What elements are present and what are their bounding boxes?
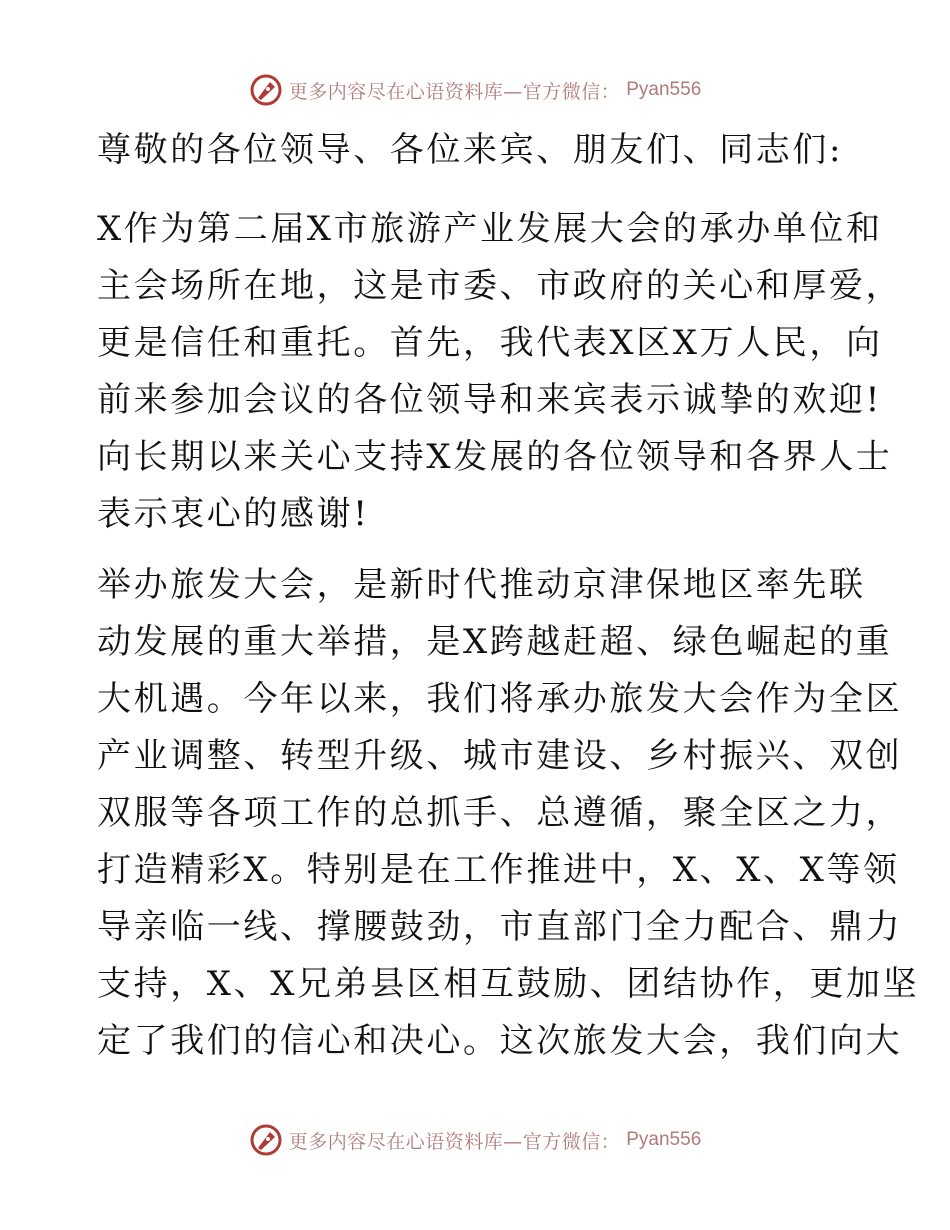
paragraph-line: 举办旅发大会，是新时代推动京津保地区率先联 [97, 565, 866, 605]
watermark-header [0, 70, 950, 110]
paragraph-line: 动发展的重大举措，是X跨越赶超、绿色崛起的重 [97, 622, 893, 662]
pen-nib-circle-icon [249, 73, 283, 107]
watermark-text: 更多内容尽在心语资料库—官方微信： [288, 1130, 621, 1153]
pen-nib-circle-icon [249, 1123, 283, 1157]
watermark-text: 更多内容尽在心语资料库—官方微信： [288, 80, 621, 103]
paragraph-1 [97, 201, 903, 543]
paragraph-line: 定了我们的信心和决心。这次旅发大会，我们向大 [97, 1021, 903, 1061]
paragraph-line: X作为第二届X市旅游产业发展大会的承办单位和 [97, 209, 883, 249]
watermark-wechat-id: Pyan556 [626, 1129, 702, 1150]
paragraph-line: 更是信任和重托。首先，我代表X区X万人民，向 [97, 323, 883, 363]
paragraph-line: 产业调整、转型升级、城市建设、乡村振兴、双创 [97, 736, 903, 776]
greeting-text: 尊敬的各位领导、各位来宾、朋友们、同志们: [97, 130, 844, 170]
paragraph-line: 表示衷心的感谢! [97, 494, 370, 534]
paragraph-line: 打造精彩X。特别是在工作推进中，X、X、X等领 [97, 850, 900, 890]
paragraph-line: 前来参加会议的各位领导和来宾表示诚挚的欢迎! [97, 380, 882, 420]
paragraph-line: 向长期以来关心支持X发展的各位领导和各界人士 [97, 437, 893, 477]
paragraph-line: 主会场所在地，这是市委、市政府的关心和厚爱， [97, 266, 903, 306]
paragraph-line: 导亲临一线、撑腰鼓劲，市直部门全力配合、鼎力 [97, 907, 903, 947]
watermark-footer [0, 1120, 950, 1160]
paragraph-line: 支持，X、X兄弟县区相互鼓励、团结协作，更加坚 [97, 964, 920, 1004]
watermark-wechat-id: Pyan556 [626, 79, 702, 100]
document-body [97, 122, 920, 1084]
greeting-line [97, 122, 857, 179]
paragraph-2 [97, 557, 920, 1070]
paragraph-line: 双服等各项工作的总抓手、总遵循，聚全区之力， [97, 793, 903, 833]
paragraph-line: 大机遇。今年以来，我们将承办旅发大会作为全区 [97, 679, 903, 719]
